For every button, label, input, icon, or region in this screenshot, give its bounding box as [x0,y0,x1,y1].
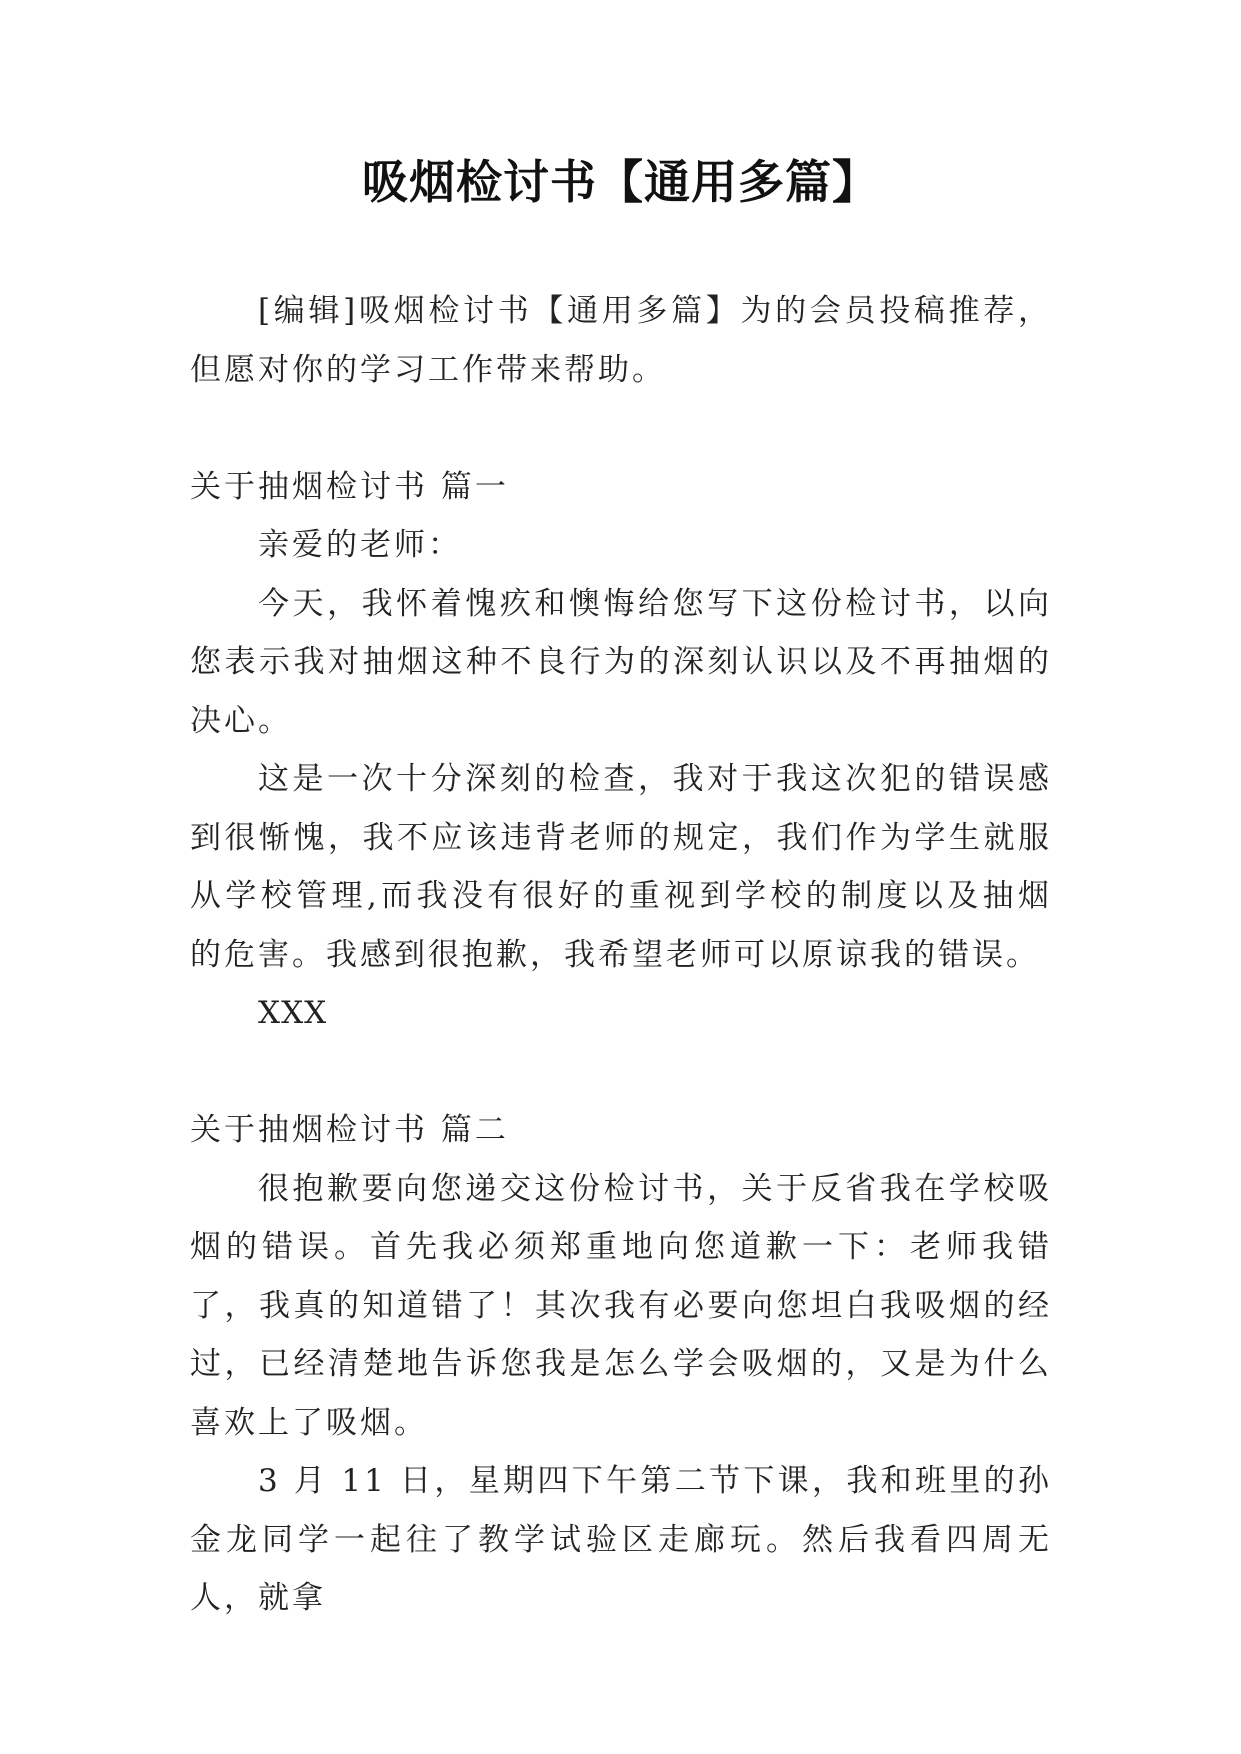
body-paragraph: 很抱歉要向您递交这份检讨书，关于反省我在学校吸烟的错误。首先我必须郑重地向您道歉一下：老师我错了，我真的知道错了！其次我有必要向您坦白我吸烟的经过，已经清楚地告诉您我是怎么学会吸烟的，又是为什么喜欢上了吸烟。 [190,1170,1052,1441]
section-spacer [190,399,1052,458]
section-heading-1: 关于抽烟检讨书 篇一 [190,468,509,505]
intro-paragraph: [编辑]吸烟检讨书【通用多篇】为的会员投稿推荐，但愿对你的学习工作带来帮助。 [190,293,1052,388]
document-title: 吸烟检讨书【通用多篇】 [362,155,879,209]
body-paragraph: 3 月 11 日，星期四下午第二节下课，我和班里的孙金龙同学一起往了教学试验区走廊玩。然后我看四周无人，就拿 [190,1463,1052,1616]
body-paragraph: 今天，我怀着愧疚和懊悔给您写下这份检讨书，以向您表示我对抽烟这种不良行为的深刻认识以及不再抽烟的决心。 [190,585,1052,739]
body-paragraph: 这是一次十分深刻的检查，我对于我这次犯的错误感到很惭愧，我不应该违背老师的规定，我们作为学生就服从学校管理,而我没有很好的重视到学校的制度以及抽烟的危害。我感到很抱歉，我希望老师可以原谅我的错误。 [190,761,1052,973]
signature: XXX [258,995,328,1031]
section-heading-2: 关于抽烟检讨书 篇二 [190,1112,509,1148]
section-spacer [190,1043,1052,1102]
salutation: 亲爱的老师： [258,527,462,563]
document-body [190,282,1052,1628]
